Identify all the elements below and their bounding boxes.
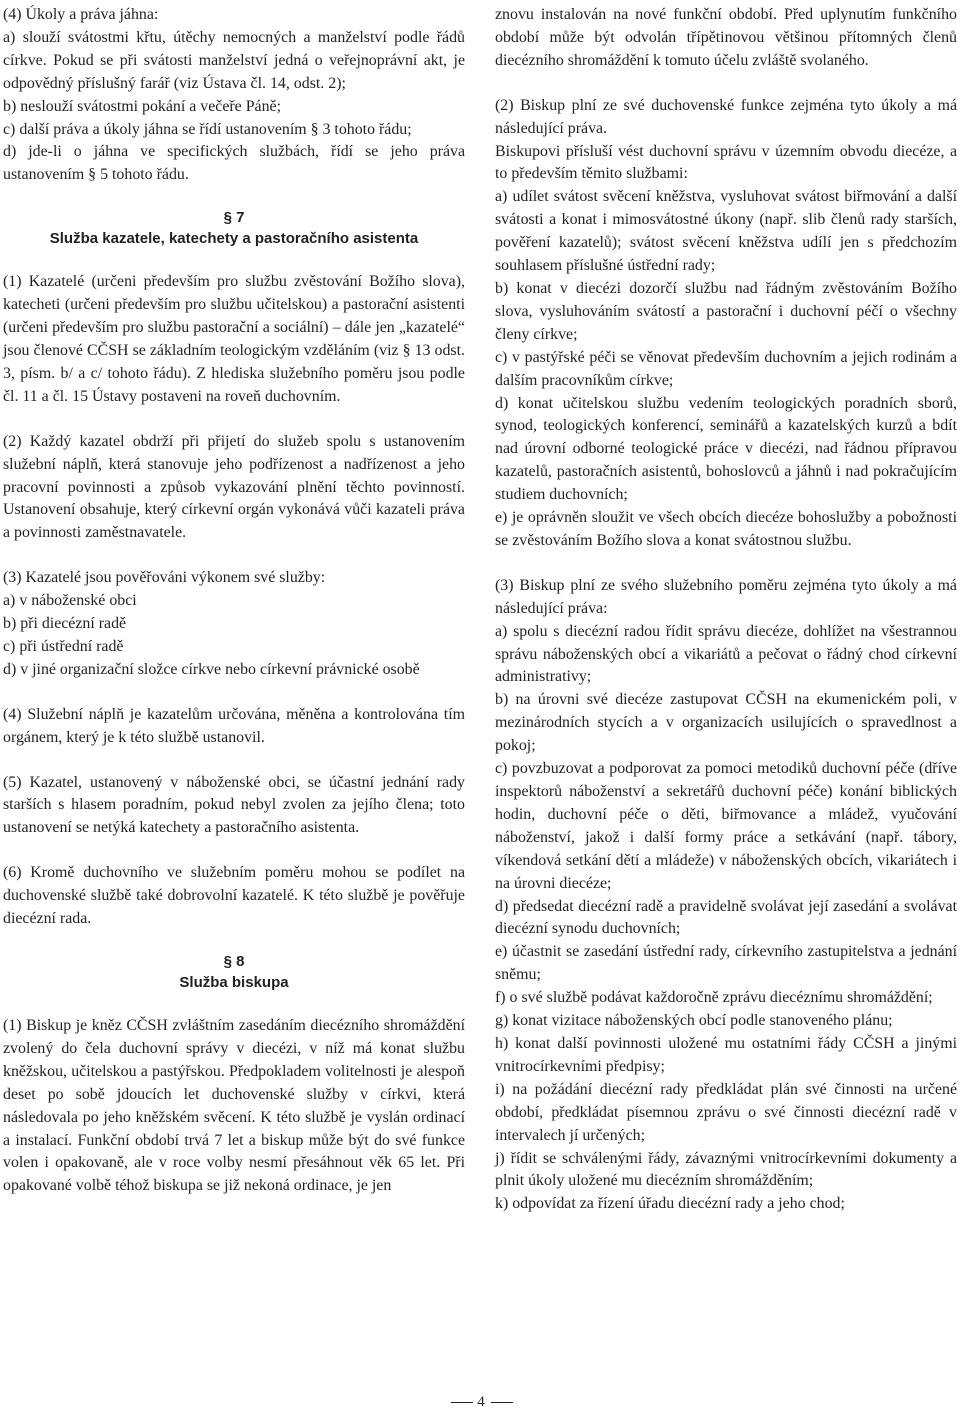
paragraph: (3) Kazatelé jsou pověřováni výkonem své služby: xyxy=(3,569,326,587)
list-item: g) konat vizitace náboženských obcí podle stanoveného plánu; xyxy=(495,1012,893,1030)
paragraph: d) jde-li o jáhna ve specifických službách, řídí se jeho práva ustanovením § 5 tohoto řádu. xyxy=(3,143,465,184)
paragraph: znovu instalován na nové funkční období. Před uplynutím funkčního období může být odvolán třípětinovou většinou přítomných členů diecézního shromáždění k tomuto účelu zvláště svolaného. xyxy=(495,6,957,69)
footer-rule-right xyxy=(491,1402,513,1403)
list-item: c) při ústřední radě xyxy=(3,637,124,655)
list-item: a) spolu s diecézní radou řídit správu diecéze, dohlížet na všestrannou správu náboženských obcí a vikariátů a pečovat o řádný chod církevní administrativy; xyxy=(495,622,957,686)
page-footer xyxy=(0,1393,960,1409)
left-column xyxy=(3,4,465,1198)
paragraph: (2) Biskup plní ze své duchovenské funkce zejména tyto úkoly a má následující práva. xyxy=(495,96,957,137)
section-symbol: § 7 xyxy=(223,209,245,227)
section-title: Služba kazatele, katechety a pastoračního asistenta xyxy=(49,230,419,248)
paragraph: (1) Biskup je kněz CČSH zvláštním zasedáním diecézního shromáždění zvolený do čela duchovní správy v diecézi, v níž má konat službu kněžskou, učitelskou a pastýřskou. Předpokladem volitelnosti je alespoň deset po sobě jdoucích let duchovenské služby v církvi, která následovala po jeho kněžském svěcení. K této službě je vyslán ordinací a instalací. Funkční období trvá 7 let a biskup může být do své funkce volen i opakovaně, ale v roce volby nesmí přesáhnout věk 65 let. Při opakované volbě téhož biskupa se již nekoná ordinace, je jen xyxy=(3,1017,465,1195)
list-item: f) o své službě podávat každoročně zprávu diecéznímu shromáždění; xyxy=(495,989,933,1007)
page-number: 4 xyxy=(477,1394,485,1410)
list-item: c) v pastýřské péči se věnovat především duchovním a jejich rodinám a dalším pracovníkům církve; xyxy=(495,348,957,389)
list-item: k) odpovídat za řízení úřadu diecézní rady a jeho chod; xyxy=(495,1195,845,1213)
paragraph: (1) Kazatelé (určeni především pro službu zvěstování Božího slova), katecheti (určeni především pro službu učitelskou) a pastorační asistenti (určeni především pro službu pastorační a sociální) – dále jen „kazatelé“ jsou členové CČSH se základním teologickým vzděláním (viz § 13 odst. 3, písm. b/ a c/ tohoto řádu). Z hlediska služebního poměru jsou podle čl. 11 a čl. 15 Ústavy postaveni na roveň duchovním. xyxy=(3,273,465,405)
list-item: j) řídit se schválenými řády, závaznými vnitrocírkevními dokumenty a plnit úkoly uložené mu diecézním shromážděním; xyxy=(495,1149,957,1190)
section-title: Služba biskupa xyxy=(179,974,289,991)
section-8-heading xyxy=(3,951,465,993)
footer-rule-left xyxy=(451,1402,473,1403)
paragraph: (5) Kazatel, ustanovený v náboženské obci, se účastní jednání rady starších s hlasem poradním, pokud nebyl zvolen za jejího člena; toto ustanovení se netýká katechety a pastoračního asistenta. xyxy=(3,773,465,837)
list-item: h) konat další povinnosti uložené mu ostatními řády CČSH a jinými vnitrocírkevními předpisy; xyxy=(495,1034,957,1075)
section-symbol: § 8 xyxy=(223,953,245,970)
paragraph: (6) Kromě duchovního ve služebním poměru mohou se podílet na duchovenské službě také dobrovolní kazatelé. K této službě je pověřuje diecézní rada. xyxy=(3,864,465,928)
list-item: a) udílet svátost svěcení kněžstva, vysluhovat svátost biřmování a další svátosti a konat i mimosvátostné úkony (např. slib členů rady starších, pověření kazatelů); svátost svěcení kněžstva udílí jen s předchozím souhlasem příslušné ústřední rady; xyxy=(495,188,957,275)
list-item: b) konat v diecézi dozorčí službu nad řádným zvěstováním Božího slova, vysluhováním svátostí a pastorační i duchovní péčí o všechny členy církve; xyxy=(495,279,957,343)
paragraph: (3) Biskup plní ze svého služebního poměru zejména tyto úkoly a má následující práva: xyxy=(495,576,957,617)
list-item: e) je oprávněn sloužit ve všech obcích diecéze bohoslužby a pobožnosti se zvěstováním Božího slova a konat svátostnou službu. xyxy=(495,509,957,549)
paragraph: a) slouží svátostmi křtu, útěchy nemocných a manželství podle řádů církve. Pokud se při svátosti manželství jedná o veřejnoprávní akt, je odpovědný příslušný farář (viz Ústava čl. 14, odst. 2); xyxy=(3,28,465,92)
list-item: c) povzbuzovat a podporovat za pomoci metodiků duchovní péče (dříve inspektorů náboženství a sekretářů duchovní péče) konání biblických hodin, duchovní péče o děti, biřmovance a mládež, vyučování náboženství, jakož i další formy práce a setkávání (např. tábory, víkendová setkání dětí a mládeže) v náboženských obcích, vikariátech i na úrovni diecéze; xyxy=(495,760,957,892)
paragraph: (4) Úkoly a práva jáhna: xyxy=(3,6,159,23)
list-item: d) konat učitelskou službu vedením teologických poradních sborů, synod, teologických konferencí, seminářů a kazatelských kurzů a bdít nad úrovní odborné teologické práce v diecézi, nad řádnou přípravou kazatelů, pastoračních asistentů, bohoslovců a jáhnů i nad pokračujícím studiem duchovních; xyxy=(495,394,957,504)
paragraph: b) neslouží svátostmi pokání a večeře Páně; xyxy=(3,97,282,115)
list-item: b) při diecézní radě xyxy=(3,615,127,633)
paragraph: (2) Každý kazatel obdrží při přijetí do služeb spolu s ustanovením služební náplň, která stanovuje jeho podřízenost a nadřízenost a jeho pracovní povinnosti a způsob vykazování plnění těchto povinností. Ustanovení obsahuje, který církevní orgán vykonává vůči kazateli práva a povinnosti zaměstnavatele. xyxy=(3,432,465,542)
list-item: d) v jiné organizační složce církve nebo církevní právnické osobě xyxy=(3,660,420,678)
section-7-heading xyxy=(3,207,465,249)
list-item: b) na úrovni své diecéze zastupovat CČSH na ekumenickém poli, v mezinárodních stycích a v organizacích usilujících o spravedlnost a pokoj; xyxy=(495,691,957,755)
paragraph: Biskupovi přísluší vést duchovní správu v územním obvodu diecéze, a to především těmito službami: xyxy=(495,142,957,183)
list-item: i) na požádání diecézní rady předkládat plán své činnosti na určené období, předkládat písemnou zprávu o své činnosti diecézní radě v intervalech jí určených; xyxy=(495,1080,957,1144)
right-column xyxy=(495,4,957,1216)
paragraph: (4) Služební náplň je kazatelům určována, měněna a kontrolována tím orgánem, který je k této službě ustanovil. xyxy=(3,705,465,746)
paragraph: c) další práva a úkoly jáhna se řídí ustanovením § 3 tohoto řádu; xyxy=(3,120,412,138)
list-item: d) předsedat diecézní radě a pravidelně svolávat její zasedání a svolávat diecézní synodu duchovních; xyxy=(495,897,957,938)
list-item: a) v náboženské obci xyxy=(3,592,137,610)
list-item: e) účastnit se zasedání ústřední rady, církevního zastupitelstva a jednání sněmu; xyxy=(495,943,957,984)
